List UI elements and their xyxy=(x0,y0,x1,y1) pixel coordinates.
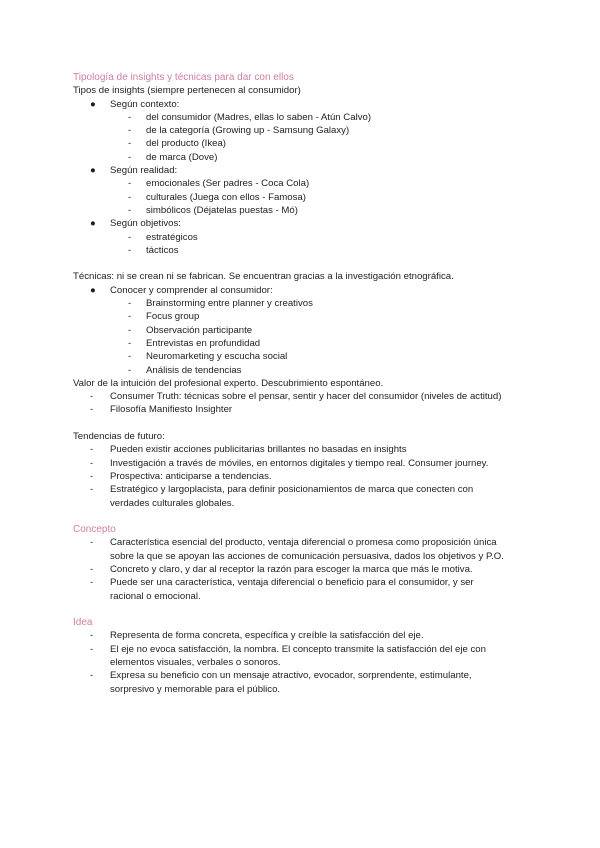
list-item-text: Brainstorming entre planner y creativos xyxy=(146,298,313,310)
list-item xyxy=(73,137,543,150)
tipos-heading: Tipos de insights (siempre pertenecen al consumidor) xyxy=(73,85,301,97)
dash-icon: - xyxy=(90,577,94,589)
list-item-continuation: sobre la que se apoyan las acciones de comunicación persuasiva, dados los objetivos y P.O. xyxy=(110,550,504,562)
list-item xyxy=(73,643,543,656)
list-item-continuation: sorpresivo y memorable para el público. xyxy=(110,683,281,695)
list-item xyxy=(73,337,543,350)
dash-icon: - xyxy=(90,670,94,682)
list-item xyxy=(73,231,543,244)
dash-icon: - xyxy=(128,151,132,163)
list-item-text: culturales (Juega con ellos - Famosa) xyxy=(146,191,306,203)
list-item-text: de la categoría (Growing up - Samsung Galaxy) xyxy=(146,125,350,137)
list-item xyxy=(73,536,543,549)
list-item xyxy=(73,164,543,177)
list-item-text: Según contexto: xyxy=(110,98,180,110)
valor-paragraph: Valor de la intuición del profesional experto. Descubrimiento espontáneo. xyxy=(73,377,384,389)
list-item-continuation: racional o emocional. xyxy=(110,590,201,602)
bullet-icon: ● xyxy=(90,218,96,230)
list-item-text: El eje no evoca satisfacción, la nombra. El concepto transmite la satisfacción del eje con xyxy=(110,643,486,655)
list-item xyxy=(73,629,543,642)
dash-icon: - xyxy=(128,204,132,216)
list-item-text: del producto (Ikea) xyxy=(146,138,226,150)
dash-icon: - xyxy=(128,351,132,363)
bullet-icon: ● xyxy=(90,284,96,296)
list-item-continuation: elementos visuales, verbales o sonoros. xyxy=(110,657,281,669)
list-item-text: del consumidor (Madres, ellas lo saben - Atún Calvo) xyxy=(146,111,372,123)
list-item-text: Según objetivos: xyxy=(110,218,181,230)
list-item xyxy=(73,151,543,164)
list-item xyxy=(73,669,543,682)
tecnicas-heading: Técnicas: ni se crean ni se fabrican. Se encuentran gracias a la investigación etnográfica. xyxy=(73,271,454,283)
list-item xyxy=(73,403,543,416)
list-item xyxy=(73,470,543,483)
list-item-text: Concreto y claro, y dar al receptor la razón para escoger la marca que más le motiva. xyxy=(110,563,473,575)
dash-icon: - xyxy=(128,324,132,336)
list-item-text: Focus group xyxy=(146,311,200,323)
dash-icon: - xyxy=(128,138,132,150)
list-item xyxy=(73,457,543,470)
document-page xyxy=(73,71,543,696)
dash-icon: - xyxy=(90,444,94,456)
list-item-text: Representa de forma concreta, específica y creíble la satisfacción del eje. xyxy=(110,630,424,642)
concepto-heading: Concepto xyxy=(73,524,116,536)
list-item-text: Pueden existir acciones publicitarias brillantes no basadas en insights xyxy=(110,444,407,456)
list-item-text: Prospectiva: anticiparse a tendencias. xyxy=(110,470,272,482)
list-item-text: Análisis de tendencias xyxy=(146,364,242,376)
list-item-text: Expresa su beneficio con un mensaje atractivo, evocador, sorprendente, estimulante, xyxy=(110,670,472,682)
list-item-text: tácticos xyxy=(146,244,179,256)
list-item xyxy=(73,217,543,230)
list-item-text: Consumer Truth: técnicas sobre el pensar, sentir y hacer del consumidor (niveles de actitud) xyxy=(110,391,502,403)
list-item xyxy=(73,563,543,576)
dash-icon: - xyxy=(90,470,94,482)
document-title: Tipología de insights y técnicas para dar con ellos xyxy=(73,72,294,83)
dash-icon: - xyxy=(128,178,132,190)
dash-icon: - xyxy=(128,231,132,243)
dash-icon: - xyxy=(90,563,94,575)
list-item xyxy=(73,576,543,589)
list-item xyxy=(73,204,543,217)
bullet-icon: ● xyxy=(90,165,96,177)
dash-icon: - xyxy=(90,643,94,655)
list-item xyxy=(73,310,543,323)
list-item xyxy=(73,350,543,363)
list-item xyxy=(73,244,543,257)
dash-icon: - xyxy=(90,404,94,416)
list-item-text: Entrevistas en profundidad xyxy=(146,337,261,349)
list-item xyxy=(73,124,543,137)
tendencias-heading: Tendencias de futuro: xyxy=(73,431,165,443)
list-item-text: Característica esencial del producto, ventaja diferencial o promesa como proposición única xyxy=(110,537,497,549)
dash-icon: - xyxy=(128,364,132,376)
list-item-text: Según realidad: xyxy=(110,165,178,177)
list-item xyxy=(73,483,543,496)
list-item xyxy=(73,177,543,190)
dash-icon: - xyxy=(90,537,94,549)
list-item xyxy=(73,297,543,310)
list-item-text: de marca (Dove) xyxy=(146,151,218,163)
dash-icon: - xyxy=(90,484,94,496)
idea-heading: Idea xyxy=(73,617,93,629)
dash-icon: - xyxy=(128,244,132,256)
list-item xyxy=(73,443,543,456)
list-item-text: Investigación a través de móviles, en entornos digitales y tiempo real. Consumer journey. xyxy=(110,457,489,469)
dash-icon: - xyxy=(128,111,132,123)
bullet-icon: ● xyxy=(90,98,96,110)
list-item-text: Neuromarketing y escucha social xyxy=(146,351,288,363)
dash-icon: - xyxy=(128,337,132,349)
dash-icon: - xyxy=(90,630,94,642)
list-item-continuation: verdades culturales globales. xyxy=(110,497,235,509)
list-item-text: Puede ser una característica, ventaja diferencial o beneficio para el consumidor, y ser xyxy=(110,577,474,589)
list-item xyxy=(73,324,543,337)
dash-icon: - xyxy=(128,298,132,310)
dash-icon: - xyxy=(90,457,94,469)
list-item-text: Conocer y comprender al consumidor: xyxy=(110,284,273,296)
list-item xyxy=(73,390,543,403)
list-item xyxy=(73,191,543,204)
list-item-text: simbólicos (Déjatelas puestas - Mó) xyxy=(146,204,298,216)
list-item xyxy=(73,111,543,124)
list-item-text: estratégicos xyxy=(146,231,198,243)
dash-icon: - xyxy=(128,125,132,137)
dash-icon: - xyxy=(128,191,132,203)
list-item-text: emocionales (Ser padres - Coca Cola) xyxy=(146,178,310,190)
list-item xyxy=(73,284,543,297)
list-item xyxy=(73,364,543,377)
dash-icon: - xyxy=(90,391,94,403)
list-item-text: Observación participante xyxy=(146,324,253,336)
dash-icon: - xyxy=(128,311,132,323)
list-item-text: Filosofía Manifiesto Insighter xyxy=(110,404,233,416)
list-item xyxy=(73,98,543,111)
list-item-text: Estratégico y largoplacista, para definir posicionamientos de marca que conecten con xyxy=(110,484,474,496)
